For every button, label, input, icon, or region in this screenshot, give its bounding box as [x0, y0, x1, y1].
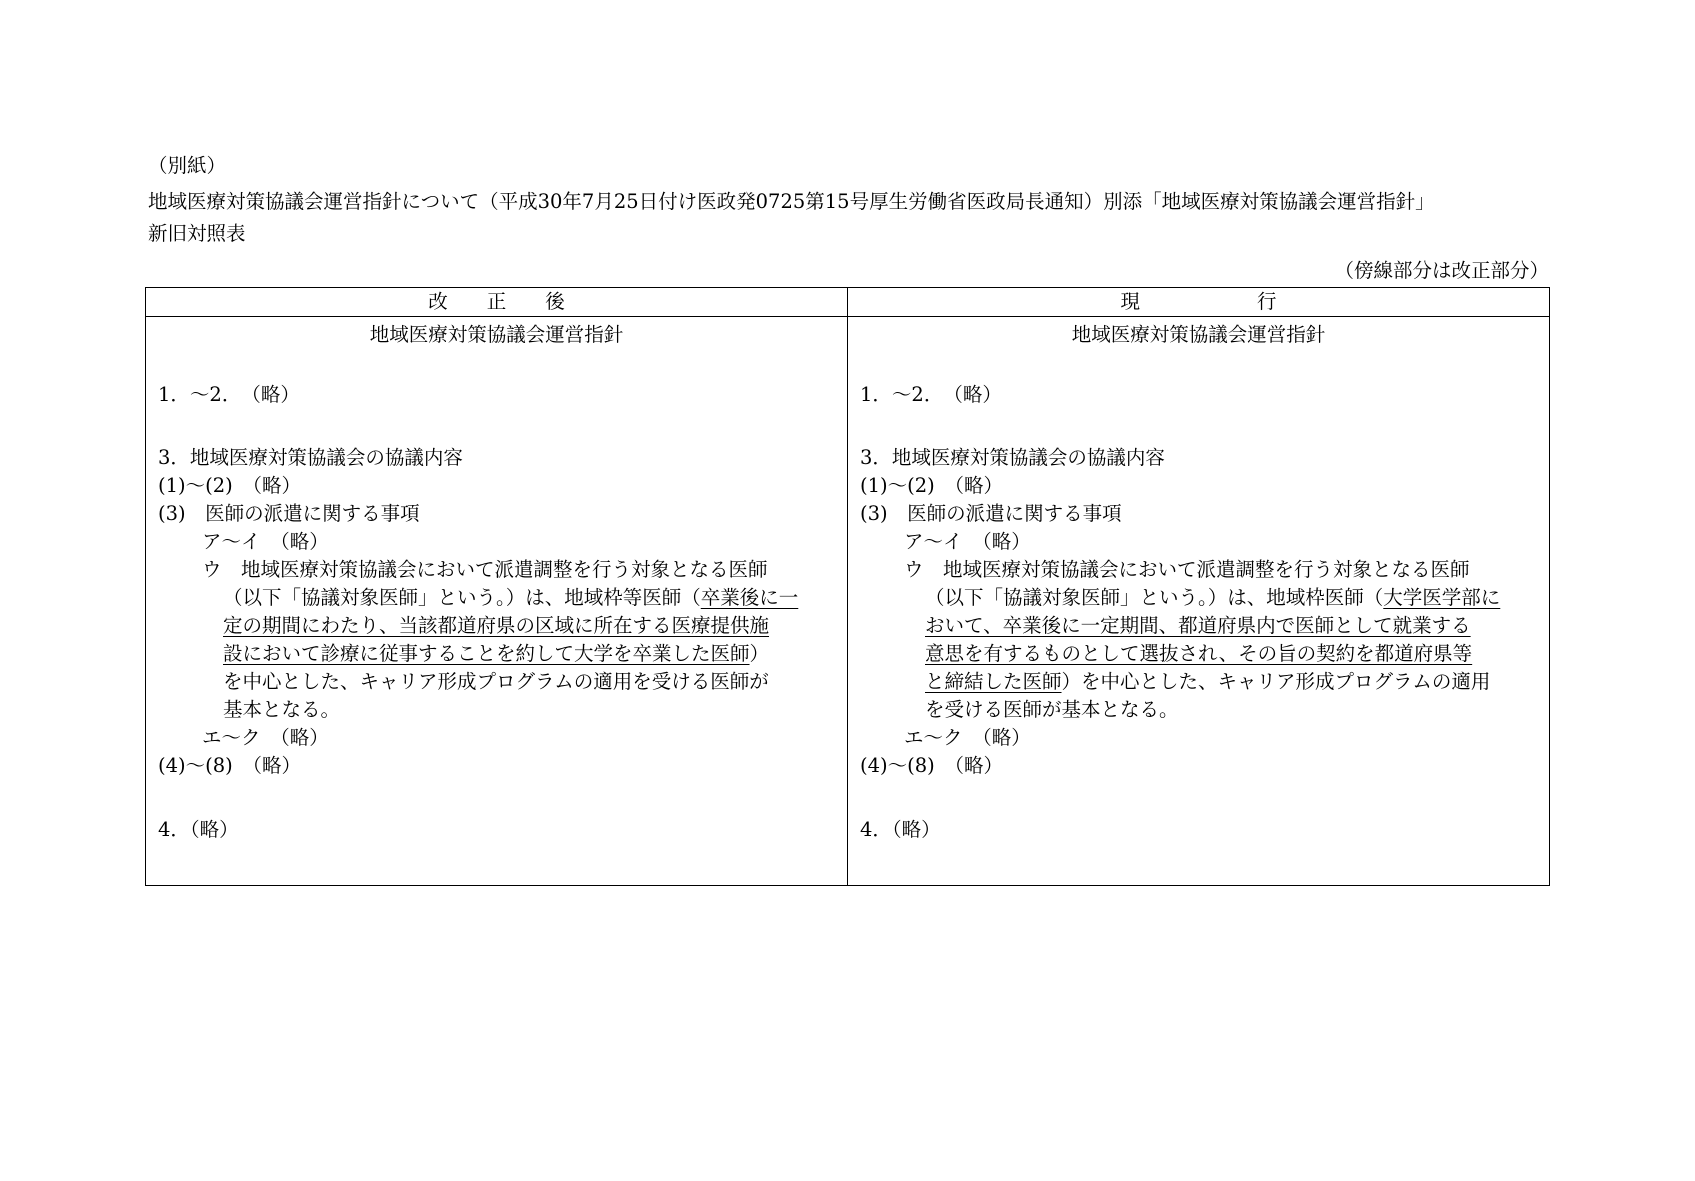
- comparison-table: [145, 287, 1550, 886]
- revised-line-5: (3) 医師の派遣に関する事項: [158, 502, 420, 525]
- revised-line-13: エ～ク （略）: [202, 726, 329, 749]
- document-title: 地域医療対策協議会運営指針について（平成30年7月25日付け医政発0725第15号厚生労働省医政局長通知）別添「地域医療対策協議会運営指針」: [148, 190, 1435, 213]
- current-line-14: (4)～(8) （略）: [860, 754, 1003, 777]
- revised-title: 地域医療対策協議会運営指針: [369, 323, 624, 346]
- current-line-8: （以下「協議対象医師」という。）は、地域枠医師（大学医学部に: [925, 586, 1501, 609]
- revised-line-1: 1．～2． （略）: [158, 383, 300, 406]
- revised-line-15: 4．（略）: [158, 818, 239, 841]
- document-subtitle: 新旧対照表: [148, 222, 246, 245]
- current-title: 地域医療対策協議会運営指針: [1071, 323, 1326, 346]
- current-line-3: 3．地域医療対策協議会の協議内容: [860, 446, 1165, 469]
- revised-line-4: (1)～(2) （略）: [158, 474, 301, 497]
- table-header-row: [146, 288, 1550, 317]
- revised-cell: [146, 317, 848, 886]
- column-header-revised: 改 正 後: [146, 288, 848, 317]
- column-header-current: 現 行: [848, 288, 1550, 317]
- revised-line-3: 3．地域医療対策協議会の協議内容: [158, 446, 463, 469]
- revised-line-14: (4)～(8) （略）: [158, 754, 301, 777]
- current-line-10: 意思を有するものとして選抜され、その旨の契約を都道府県等: [925, 642, 1473, 665]
- current-line-9: おいて、卒業後に一定期間、都道府県内で医師として就業する: [925, 614, 1471, 637]
- revised-line-10: 設において診療に従事することを約して大学を卒業した医師）: [223, 642, 770, 665]
- current-line-1: 1．～2． （略）: [860, 383, 1002, 406]
- revised-line-8: （以下「協議対象医師」という。）は、地域枠等医師（卒業後に一: [223, 586, 799, 609]
- current-line-12: を受ける医師が基本となる。: [925, 698, 1179, 721]
- current-line-15: 4．（略）: [860, 818, 941, 841]
- revised-line-7: ウ 地域医療対策協議会において派遣調整を行う対象となる医師: [202, 558, 768, 581]
- current-line-5: (3) 医師の派遣に関する事項: [860, 502, 1122, 525]
- revised-line-11: を中心とした、キャリア形成プログラムの適用を受ける医師が: [223, 670, 769, 693]
- revised-line-9: 定の期間にわたり、当該都道府県の区域に所在する医療提供施: [223, 614, 770, 637]
- revised-line-12: 基本となる。: [223, 698, 341, 721]
- current-cell: [848, 317, 1550, 886]
- underline-note: （傍線部分は改正部分）: [1334, 259, 1549, 282]
- current-line-13: エ～ク （略）: [904, 726, 1031, 749]
- current-line-4: (1)～(2) （略）: [860, 474, 1003, 497]
- current-line-6: ア～イ （略）: [904, 530, 1031, 553]
- current-line-11: と締結した医師）を中心とした、キャリア形成プログラムの適用: [925, 670, 1491, 693]
- table-body-row: [146, 317, 1550, 886]
- revised-line-6: ア～イ （略）: [202, 530, 329, 553]
- current-line-7: ウ 地域医療対策協議会において派遣調整を行う対象となる医師: [904, 558, 1470, 581]
- attachment-label: （別紙）: [148, 154, 227, 177]
